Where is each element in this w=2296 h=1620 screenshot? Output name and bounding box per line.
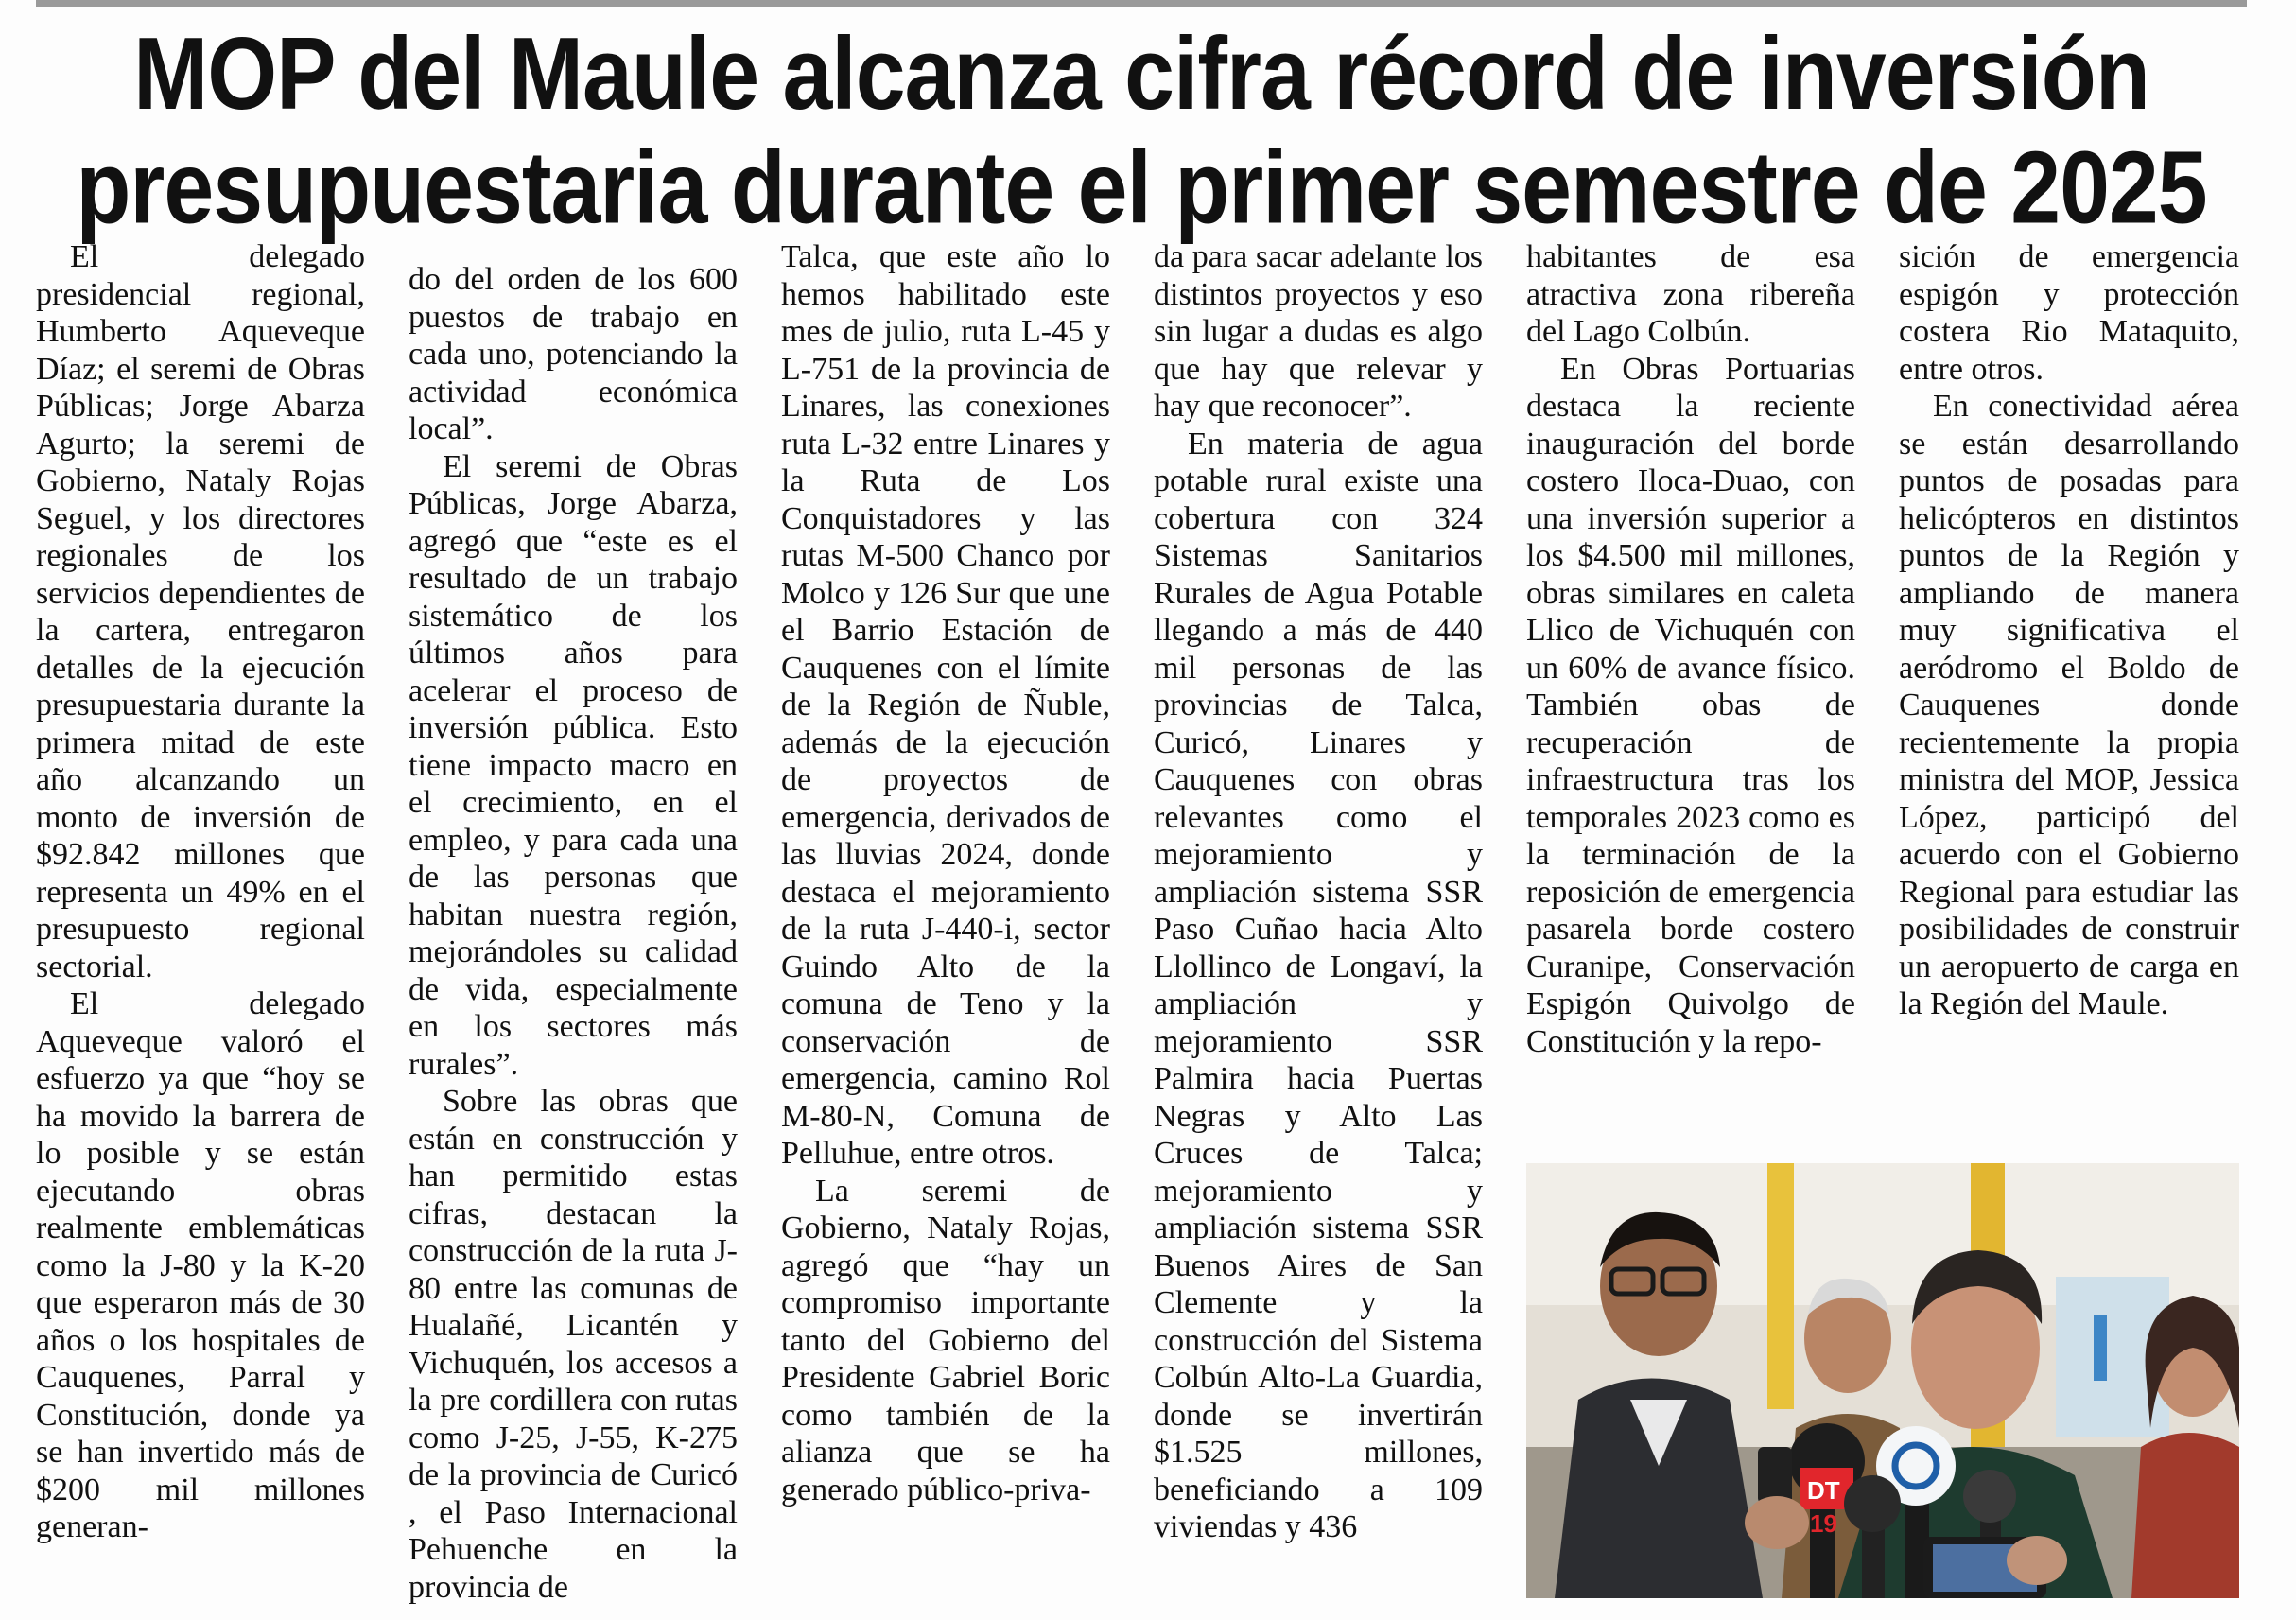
article-column-2 (409, 261, 738, 1606)
paragraph: Sobre las obras que están en construcción y han permitido estas cifras, destacan la construcción de la ruta J-80 entre las comunas de Hualañé, Licantén y Vichuquén, los accesos a la pre cordillera con rutas como J-25, J-55, K-275 de la provincia de Curicó , el Paso Internacional Pehuenche en la provincia de (409, 1084, 738, 1605)
headline (36, 17, 2247, 246)
paragraph: da para sacar adelante los distintos proyectos y eso sin lugar a dudas es algo que hay que relevar y hay que reconocer”. (1154, 239, 1483, 424)
paragraph: En conectividad aérea se están desarrollando puntos de posadas para helicópteros en distintos puntos de la Región y ampliando de manera muy significativa el aeródromo el Boldo de Cauquenes donde recientemente la propia ministra del MOP, Jessica López, participó del acuerdo con el Gobierno Regional para estudiar las posibilidades de construir un aeropuerto de carga en la Región del Maule. (1899, 389, 2239, 1021)
article-column-5 (1526, 238, 1855, 1060)
paragraph: En Obras Portuarias destaca la reciente inauguración del borde costero Iloca-Duao, con una inversión superior a los $4.500 mil millones, obras similares en caleta Llico de Vichuquén con un 60% de avance físico. También obas de recuperación de infraestructura tras los temporales 2023 como es la terminación de la reposición de emergencia pasarela borde costero Curanipe, Conservación Espigón Quivolgo de Constitución y la repo- (1526, 351, 1855, 1059)
mic-label-1: DT (1807, 1476, 1840, 1505)
headline-line-1: MOP del Maule alcanza cifra récord de inversión (133, 17, 2149, 131)
headline-line-2: presupuestaria durante el primer semestre de 2025 (76, 131, 2207, 246)
top-rule (36, 0, 2247, 7)
paragraph: El delegado Aqueveque valoró el esfuerzo ya que “hoy se ha movido la barrera de lo posible y se están ejecutando obras realmente emblemáticas como la J-80 y la K-20 que esperaron más de 30 años o los hospitales de Cauquenes, Parral y Constitución, donde ya se han invertido más de $200 mil millones generan- (36, 986, 365, 1544)
paragraph: sición de emergencia espigón y protección costera Rio Mataquito, entre otros. (1899, 239, 2239, 387)
paragraph: El delegado presidencial regional, Humberto Aqueveque Díaz; el seremi de Obras Públicas; Jorge Abarza Agurto; la seremi de Gobierno, Nataly Rojas Seguel, y los directores regionales de los servicios dependientes de la cartera, entregaron detalles de la ejecución presupuestaria durante la primera mitad de este año alcanzando un monto de inversión de $92.842 millones que representa un 49% en el presupuesto regional sectorial. (36, 239, 365, 984)
paragraph: habitantes de esa atractiva zona ribereña del Lago Colbún. (1526, 239, 1855, 349)
paragraph: En materia de agua potable rural existe una cobertura con 324 Sistemas Sanitarios Rurales de Agua Potable llegando a más de 440 mil personas de las provincias de Talca, Curicó, Linares y Cauquenes con obras relevantes como el mejoramiento y ampliación sistema SSR Paso Cuñao hacia Alto Llollinco de Longaví, la ampliación y mejoramiento SSR Palmira hacia Puertas Negras y Alto Las Cruces de Talca; mejoramiento y ampliación sistema SSR Buenos Aires de San Clemente y la construcción del Sistema Colbún Alto-La Guardia, donde se invertirán $1.525 millones, beneficiando a 109 viviendas y 436 (1154, 426, 1483, 1544)
press-photo (1526, 1163, 2239, 1598)
paragraph: do del orden de los 600 puestos de trabajo en cada uno, potenciando la actividad económica local”. (409, 262, 738, 446)
paragraph: Talca, que este año lo hemos habilitado este mes de julio, ruta L-45 y L-751 de la provincia de Linares, las conexiones ruta L-32 entre Linares y la Ruta de Los Conquistadores y las rutas M-500 Chanco por Molco y 126 Sur que une el Barrio Estación de Cauquenes con el límite de la Región de Ñuble, además de la ejecución de proyectos de emergencia, derivados de las lluvias 2024, donde destaca el mejoramiento de la ruta J-440-i, sector Guindo Alto de la comuna de Teno y la conservación de emergencia, camino Rol M-80-N, Comuna de Pelluhue, entre otros. (781, 239, 1110, 1171)
article-column-4 (1154, 238, 1483, 1546)
article-column-3 (781, 238, 1110, 1508)
paragraph: La seremi de Gobierno, Nataly Rojas, agregó que “hay un compromiso importante tanto del Gobierno del Presidente Gabriel Boric como también de la alianza que se ha generado público-priva- (781, 1173, 1110, 1507)
paragraph: El seremi de Obras Públicas, Jorge Abarza, agregó que “este es el resultado de un trabajo sistemático de los últimos años para acelerar el proceso de inversión pública. Esto tiene impacto macro en el crecimiento, en el empleo, y para cada una de las personas que habitan nuestra región, mejorándoles su calidad de vida, especialmente en los sectores más rurales”. (409, 448, 738, 1082)
article-column-1 (36, 238, 365, 1546)
article-column-6 (1899, 238, 2239, 1023)
mic-label-2: 19 (1810, 1509, 1837, 1538)
